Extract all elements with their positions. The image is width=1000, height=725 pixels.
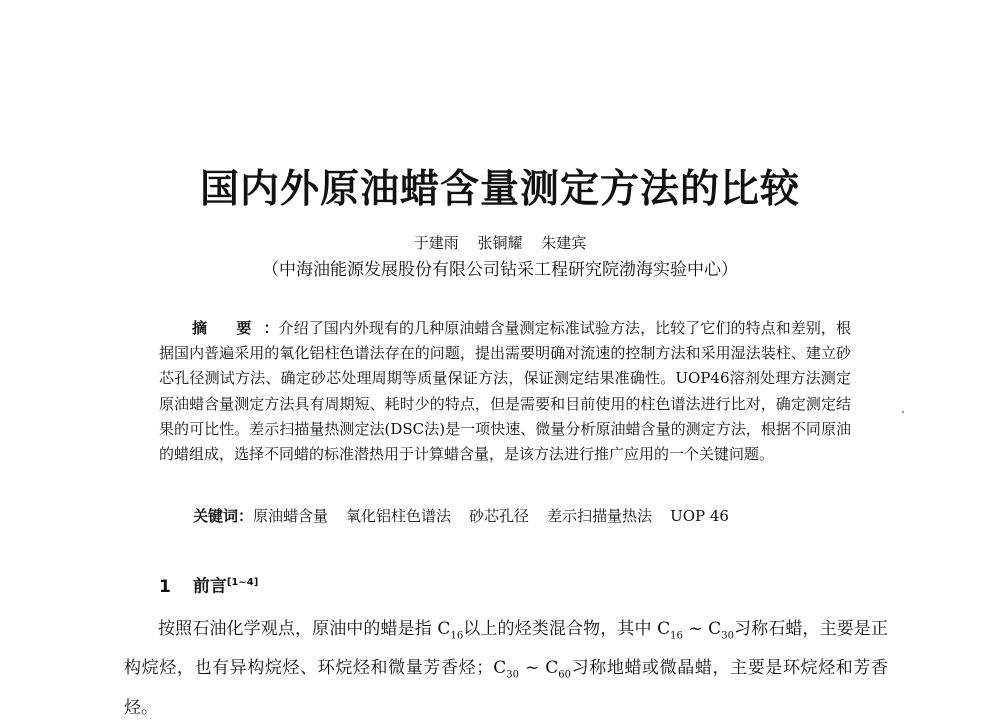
section-heading-introduction	[159, 571, 258, 599]
abstract	[159, 316, 851, 467]
subscript: 30	[721, 630, 734, 642]
keywords	[193, 505, 853, 527]
abstract-text: 介绍了国内外现有的几种原油蜡含量测定标准试验方法，比较了它们的特点和差别，根据国内普遍采用的氧化铝柱色谱法存在的问题，提出需要明确对流速的控制方法和采用湿法装柱、建立砂芯孔径测试方法、确定砂芯处理周期等质量保证方法，保证测定结果准确性。UOP46溶剂处理方法测定原油蜡含量测定方法具有周期短、耗时少的特点，但是需要和目前使用的柱色谱法进行比对，确定测定结果的可比性。差示扫描量热测定法(DSC法)是一项快速、微量分析原油蜡含量的测定方法，根据不同原油的蜡组成，选择不同蜡的标准潜热用于计算蜡含量，是该方法进行推广应用的一个关键问题。	[159, 319, 851, 464]
section-number: 1	[159, 576, 171, 597]
subscript: 16	[670, 630, 683, 642]
body-text-run: ~ C	[682, 619, 722, 639]
keyword-item: 原油蜡含量	[253, 507, 329, 525]
subscript: 30	[506, 669, 519, 681]
body-text-run: 以上的烃类混合物，其中 C	[463, 619, 671, 639]
article-title: 国内外原油蜡含量测定方法的比较	[199, 167, 800, 212]
abstract-label-colon: ：	[263, 319, 279, 337]
body-text-run: 习称地蜡或微晶蜡，主要是环烷烃和芳香烃。	[124, 658, 889, 718]
section-title: 前言	[192, 576, 227, 597]
body-text-run: 按照石油化学观点，原油中的蜡是指 C	[158, 619, 451, 639]
scan-speck	[902, 411, 904, 413]
subscript: 16	[450, 630, 464, 642]
subscript: 60	[558, 669, 571, 681]
body-text-run: ~ C	[518, 658, 559, 679]
section-reference: [1~4]	[226, 577, 259, 588]
body-text-run: 习称石蜡，主要是正构烷烃，也有异构烷烃、环烷烃和微量芳香烃；C	[124, 619, 889, 679]
keyword-item: 氧化铝柱色谱法	[346, 507, 452, 525]
abstract-label: 摘 要	[192, 319, 264, 337]
keyword-item: UOP 46	[670, 507, 729, 525]
article-authors: 于建雨 张铜耀 朱建宾	[413, 234, 587, 252]
keyword-item: 砂芯孔径	[469, 507, 530, 525]
keyword-item: 差示扫描量热法	[547, 507, 653, 525]
keywords-label: 关键词：	[193, 507, 254, 525]
body-paragraph	[124, 613, 888, 725]
article-affiliation: （中海油能源发展股份有限公司钻采工程研究院渤海实验中心）	[262, 260, 738, 280]
